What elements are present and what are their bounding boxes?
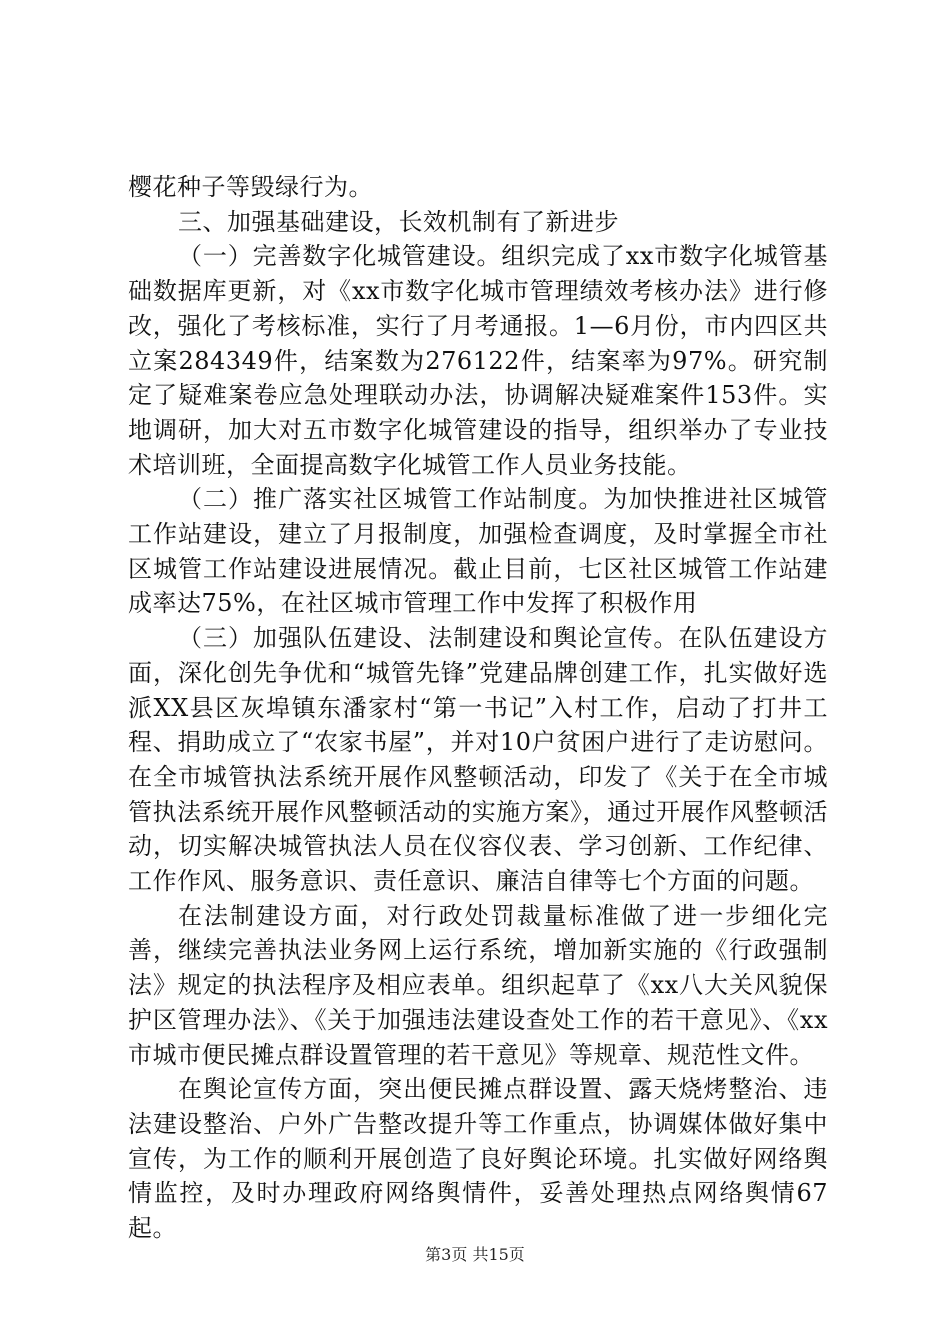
paragraph: （二）推广落实社区城管工作站制度。为加快推进社区城管工作站建设，建立了月报制度，加强检查调度，及时掌握全市社区城管工作站建设进展情况。截止目前，七区社区城管工作站建成率达75%，在社区城市管理工作中发挥了积极作用 (128, 485, 828, 618)
paragraph: （一）完善数字化城管建设。组织完成了xx市数字化城管基础数据库更新，对《xx市数字化城市管理绩效考核办法》进行修改，强化了考核标准，实行了月考通报。1—6月份，市内四区共立案284349件，结案数为276122件，结案率为97%。研究制定了疑难案卷应急处理联动办法，协调解决疑难案件153件。实地调研，加大对五市数字化城管建设的指导，组织举办了专业技术培训班，全面提高数字化城管工作人员业务技能。 (128, 242, 828, 479)
paragraph: （三）加强队伍建设、法制建设和舆论宣传。在队伍建设方面，深化创先争优和“城管先锋”党建品牌创建工作，扎实做好选派XX县区灰埠镇东潘家村“第一书记”入村工作，启动了打井工程、捐助成立了“农家书屋”，并对10户贫困户进行了走访慰问。在全市城管执法系统开展作风整顿活动，印发了《关于在全市城管执法系统开展作风整顿活动的实施方案》，通过开展作风整顿活动，切实解决城管执法人员在仪容仪表、学习创新、工作纪律、工作作风、服务意识、责任意识、廉洁自律等七个方面的问题。 (128, 624, 828, 896)
document-body (128, 170, 828, 1246)
paragraph: 樱花种子等毁绿行为。 (128, 173, 373, 201)
section-heading: 三、加强基础建设，长效机制有了新进步 (178, 207, 619, 236)
paragraph: 在法制建设方面，对行政处罚裁量标准做了进一步细化完善，继续完善执法业务网上运行系统，增加新实施的《行政强制法》规定的执法程序及相应表单。组织起草了《xx八大关风貌保护区管理办法》、《关于加强违法建设查处工作的若干意见》、《xx市城市便民摊点群设置管理的若干意见》等规章、规范性文件。 (128, 901, 828, 1069)
paragraph: 在舆论宣传方面，突出便民摊点群设置、露天烧烤整治、违法建设整治、户外广告整改提升等工作重点，协调媒体做好集中宣传，为工作的顺利开展创造了良好舆论环境。扎实做好网络舆情监控，及时办理政府网络舆情件，妥善处理热点网络舆情67起。 (128, 1075, 828, 1243)
page-number-footer: 第3页 共15页 (425, 1245, 525, 1264)
